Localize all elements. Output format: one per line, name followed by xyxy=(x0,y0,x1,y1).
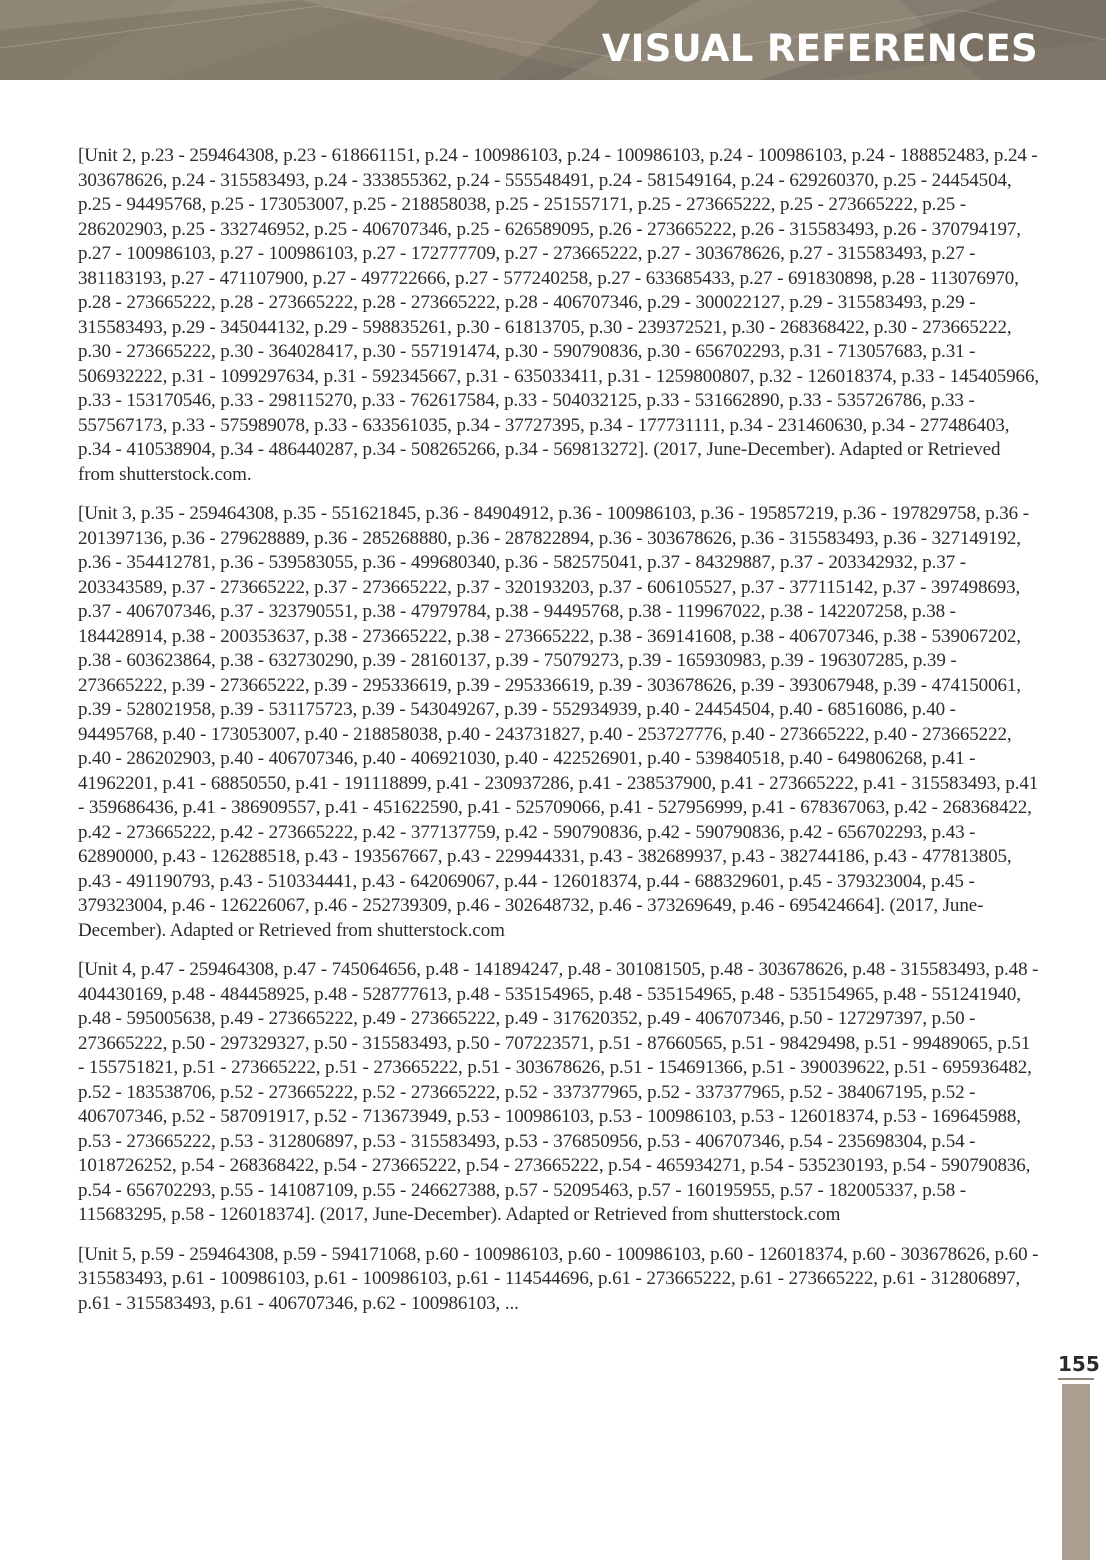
section-title: VISUAL REFERENCES xyxy=(601,27,1038,70)
page-number-divider xyxy=(1058,1378,1094,1380)
reference-paragraph-unit-3: [Unit 3, p.35 - 259464308, p.35 - 551621845, p.36 - 84904912, p.36 - 100986103, p.36 - 195857219, p.36 - 197829758, p.36 - 201397136, p.36 - 279628889, p.36 - 285268880, p.36 - 287822894, p.36 - 303678626, p.36 - 315583493, p.36 - 327149192, p.36 - 354412781, p.36 - 539583055, p.36 - 499680340, p.36 - 582575041, p.37 - 84329887, p.37 - 203342932, p.37 - 203343589, p.37 - 273665222, p.37 - 273665222, p.37 - 320193203, p.37 - 606105527, p.37 - 377115142, p.37 - 397498693, p.37 - 406707346, p.37 - 323790551, p.38 - 47979784, p.38 - 94495768, p.38 - 119967022, p.38 - 142207258, p.38 - 184428914, p.38 - 200353637, p.38 - 273665222, p.38 - 273665222, p.38 - 369141608, p.38 - 406707346, p.38 - 539067202, p.38 - 603623864, p.38 - 632730290, p.39 - 28160137, p.39 - 75079273, p.39 - 165930983, p.39 - 196307285, p.39 - 273665222, p.39 - 273665222, p.39 - 295336619, p.39 - 295336619, p.39 - 303678626, p.39 - 393067948, p.39 - 474150061, p.39 - 528021958, p.39 - 531175723, p.39 - 543049267, p.39 - 552934939, p.40 - 24454504, p.40 - 68516086, p.40 - 94495768, p.40 - 173053007, p.40 - 218858038, p.40 - 243731827, p.40 - 253727776, p.40 - 273665222, p.40 - 273665222, p.40 - 286202903, p.40 - 406707346, p.40 - 406921030, p.40 - 422526901, p.40 - 539840518, p.40 - 649806268, p.41 - 41962201, p.41 - 68850550, p.41 - 191118899, p.41 - 230937286, p.41 - 238537900, p.41 - 273665222, p.41 - 315583493, p.41 - 359686436, p.41 - 386909557, p.41 - 451622590, p.41 - 525709066, p.41 - 527956999, p.41 - 678367063, p.42 - 268368422, p.42 - 273665222, p.42 - 273665222, p.42 - 377137759, p.42 - 590790836, p.42 - 590790836, p.42 - 656702293, p.43 - 62890000, p.43 - 126288518, p.43 - 193567667, p.43 - 229944331, p.43 - 382689937, p.43 - 382744186, p.43 - 477813805, p.43 - 491190793, p.43 - 510334441, p.43 - 642069067, p.44 - 126018374, p.44 - 688329601, p.45 - 379323004, p.45 - 379323004, p.46 - 126226067, p.46 - 252739309, p.46 - 302648732, p.46 - 373269649, p.46 - 695424664]. (2017, June-December). Adapted or Retrieved from shutterstock.com xyxy=(78,503,1039,941)
references-body xyxy=(78,144,1040,1331)
reference-paragraph-unit-2: [Unit 2, p.23 - 259464308, p.23 - 618661151, p.24 - 100986103, p.24 - 100986103, p.24 - 100986103, p.24 - 188852483, p.24 - 303678626, p.24 - 315583493, p.24 - 333855362, p.24 - 555548491, p.24 - 581549164, p.24 - 629260370, p.25 - 24454504, p.25 - 94495768, p.25 - 173053007, p.25 - 218858038, p.25 - 251557171, p.25 - 273665222, p.25 - 273665222, p.25 - 286202903, p.25 - 332746952, p.25 - 406707346, p.25 - 626589095, p.26 - 273665222, p.26 - 315583493, p.26 - 370794197, p.27 - 100986103, p.27 - 100986103, p.27 - 172777709, p.27 - 273665222, p.27 - 303678626, p.27 - 315583493, p.27 - 381183193, p.27 - 471107900, p.27 - 497722666, p.27 - 577240258, p.27 - 633685433, p.27 - 691830898, p.28 - 113076970, p.28 - 273665222, p.28 - 273665222, p.28 - 273665222, p.28 - 406707346, p.29 - 300022127, p.29 - 315583493, p.29 - 315583493, p.29 - 345044132, p.29 - 598835261, p.30 - 61813705, p.30 - 239372521, p.30 - 268368422, p.30 - 273665222, p.30 - 273665222, p.30 - 364028417, p.30 - 557191474, p.30 - 590790836, p.30 - 656702293, p.31 - 713057683, p.31 - 506932222, p.31 - 1099297634, p.31 - 592345667, p.31 - 635033411, p.31 - 1259800807, p.32 - 126018374, p.33 - 145405966, p.33 - 153170546, p.33 - 298115270, p.33 - 762617584, p.33 - 504032125, p.33 - 531662890, p.33 - 535726786, p.33 - 557567173, p.33 - 575989078, p.33 - 633561035, p.34 - 37727395, p.34 - 177731111, p.34 - 231460630, p.34 - 277486403, p.34 - 410538904, p.34 - 486440287, p.34 - 508265266, p.34 - 569813272]. (2017, June-December). Adapted or Retrieved from shutterstock.com. xyxy=(78,145,1040,485)
page-number: 155 xyxy=(1058,1352,1100,1376)
side-tab-bar xyxy=(1062,1384,1090,1560)
reference-paragraph-unit-4: [Unit 4, p.47 - 259464308, p.47 - 745064656, p.48 - 141894247, p.48 - 301081505, p.48 - 303678626, p.48 - 315583493, p.48 - 404430169, p.48 - 484458925, p.48 - 528777613, p.48 - 535154965, p.48 - 535154965, p.48 - 535154965, p.48 - 551241940, p.48 - 595005638, p.49 - 273665222, p.49 - 273665222, p.49 - 317620352, p.49 - 406707346, p.50 - 127297397, p.50 - 273665222, p.50 - 297329327, p.50 - 315583493, p.50 - 707223571, p.51 - 87660565, p.51 - 98429498, p.51 - 99489065, p.51 - 155751821, p.51 - 273665222, p.51 - 273665222, p.51 - 303678626, p.51 - 154691366, p.51 - 390039622, p.51 - 695936482, p.52 - 183538706, p.52 - 273665222, p.52 - 273665222, p.52 - 337377965, p.52 - 337377965, p.52 - 384067195, p.52 - 406707346, p.52 - 587091917, p.52 - 713673949, p.53 - 100986103, p.53 - 100986103, p.53 - 126018374, p.53 - 169645988, p.53 - 273665222, p.53 - 312806897, p.53 - 315583493, p.53 - 376850956, p.53 - 406707346, p.54 - 235698304, p.54 - 1018726252, p.54 - 268368422, p.54 - 273665222, p.54 - 273665222, p.54 - 465934271, p.54 - 535230193, p.54 - 590790836, p.54 - 656702293, p.55 - 141087109, p.55 - 246627388, p.57 - 52095463, p.57 - 160195955, p.57 - 182005337, p.58 - 115683295, p.58 - 126018374]. (2017, June-December). Adapted or Retrieved from shutterstock.com xyxy=(78,959,1039,1225)
header-band xyxy=(0,0,1106,80)
reference-paragraph-unit-5: [Unit 5, p.59 - 259464308, p.59 - 594171068, p.60 - 100986103, p.60 - 100986103, p.60 - 126018374, p.60 - 303678626, p.60 - 315583493, p.61 - 100986103, p.61 - 100986103, p.61 - 114544696, p.61 - 273665222, p.61 - 273665222, p.61 - 312806897, p.61 - 315583493, p.61 - 406707346, p.62 - 100986103, ... xyxy=(78,1243,1039,1314)
